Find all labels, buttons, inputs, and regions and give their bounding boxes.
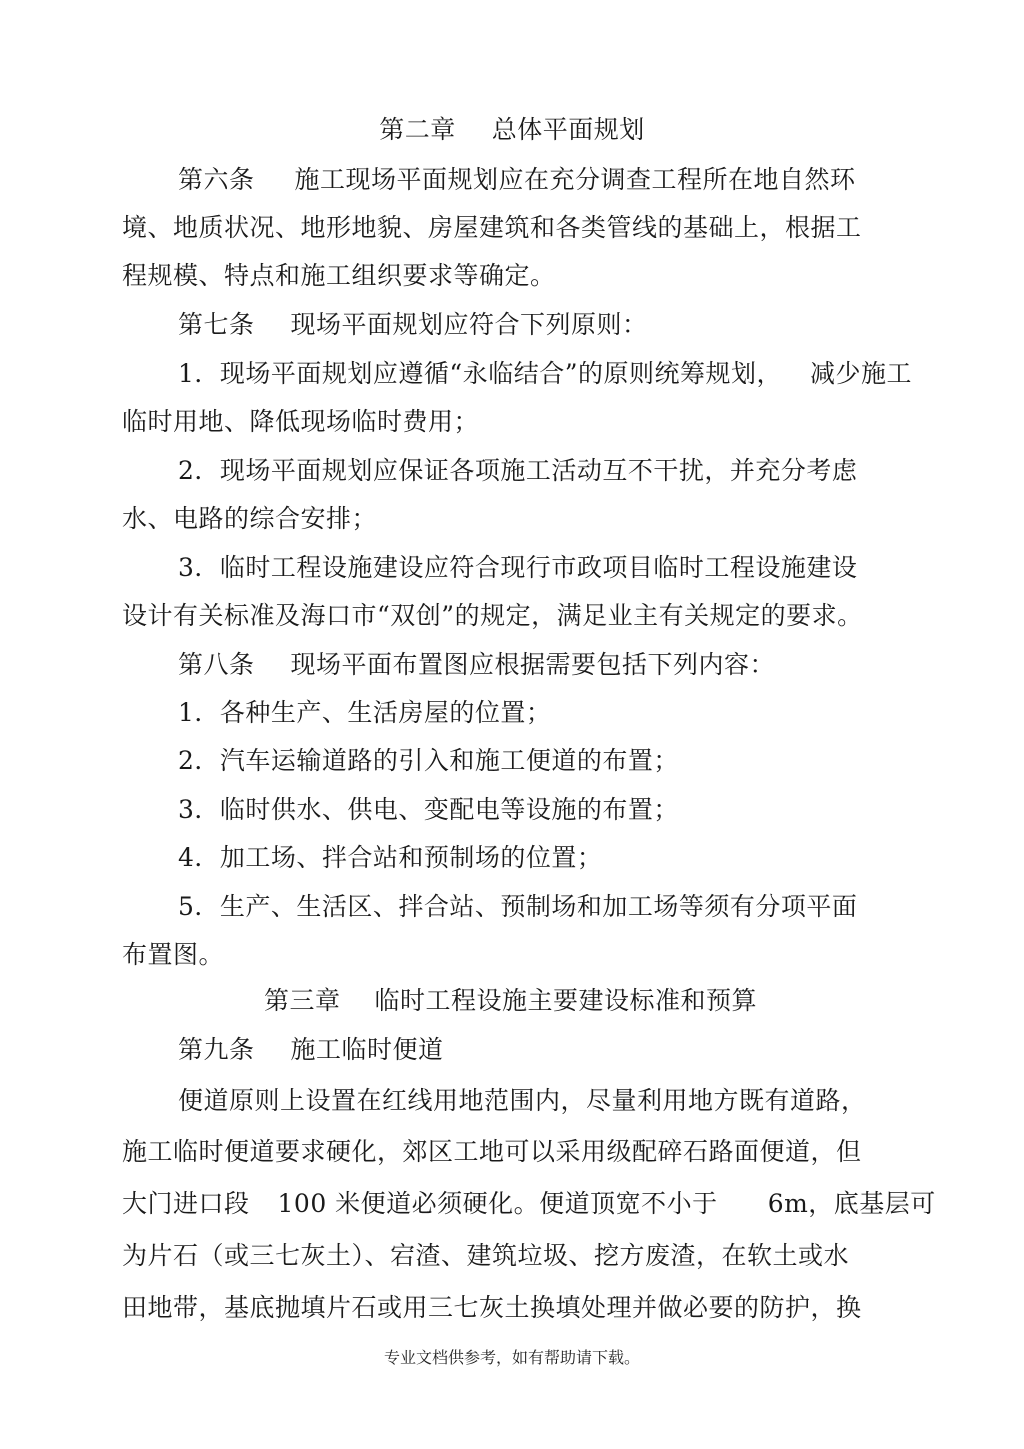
article-9-line-3 [122,1188,936,1220]
article-6-text-1: 施工现场平面规划应在充分调查工程所在地自然环 [294,165,856,194]
article-8-item-3: 3．临时供水、供电、变配电等设施的布置； [178,795,679,824]
article-8-item-4: 4．加工场、拌合站和预制场的位置； [178,843,603,872]
article-7-item-1-line-1 [178,358,912,390]
article-9-line-3-text-a: 大门进口段 [122,1189,250,1218]
chapter-2-title: 总体平面规划 [491,115,645,144]
article-8-intro-text: 现场平面布置图应根据需要包括下列内容： [290,650,776,679]
chapter-2-label: 第二章 [379,115,456,144]
article-7-item-2-line-1: 2．现场平面规划应保证各项施工活动互不干扰，并充分考虑 [178,456,858,485]
article-9-line-1: 便道原则上设置在红线用地范围内，尽量利用地方既有道路， [178,1086,867,1115]
article-9-line-3-text-b: 100 米便道必须硬化。便道顶宽不小于 [277,1189,718,1218]
article-7-item-1-text-a: 1．现场平面规划应遵循“永临结合”的原则统筹规划， [178,359,782,388]
article-9-line-3-text-c: 6m，底基层可 [767,1189,936,1218]
article-9-title: 施工临时便道 [290,1035,444,1064]
article-9-heading [178,1034,444,1066]
article-7-item-1-text-b: 减少施工 [809,359,912,388]
article-8-item-5-line-2: 布置图。 [122,940,225,969]
article-6-label: 第六条 [178,165,255,194]
article-9-line-5: 田地带，基底抛填片石或用三七灰土换填处理并做必要的防护，换 [122,1293,862,1322]
article-6-line-1 [178,164,856,196]
chapter-2-heading [0,114,1024,146]
article-8-item-2: 2．汽车运输道路的引入和施工便道的布置； [178,746,679,775]
article-8-item-5-line-1: 5．生产、生活区、拌合站、预制场和加工场等须有分项平面 [178,892,858,921]
chapter-3-heading [264,985,757,1017]
article-6-line-2: 境、地质状况、地形地貌、房屋建筑和各类管线的基础上，根据工 [122,213,862,242]
article-7-item-1-line-2: 临时用地、降低现场临时费用； [122,407,480,436]
chapter-3-label: 第三章 [264,986,341,1015]
article-8-intro [178,649,775,681]
article-7-item-3-line-2: 设计有关标准及海口市“双创”的规定，满足业主有关规定的要求。 [122,601,863,630]
article-7-intro [178,309,648,341]
article-9-line-2: 施工临时便道要求硬化，郊区工地可以采用级配碎石路面便道，但 [122,1137,862,1166]
chapter-3-title: 临时工程设施主要建设标准和预算 [374,986,758,1015]
article-7-item-3-line-1: 3．临时工程设施建设应符合现行市政项目临时工程设施建设 [178,553,858,582]
article-7-label: 第七条 [178,310,255,339]
article-9-line-4: 为片石（或三七灰土）、宕渣、建筑垃圾、挖方废渣，在软土或水 [122,1241,850,1270]
page-footer: 专业文档供参考，如有帮助请下载。 [383,1348,640,1367]
article-6-line-3: 程规模、特点和施工组织要求等确定。 [122,261,556,290]
article-7-intro-text: 现场平面规划应符合下列原则： [290,310,648,339]
article-7-item-2-line-2: 水、电路的综合安排； [122,504,378,533]
article-9-label: 第九条 [178,1035,255,1064]
article-8-label: 第八条 [178,650,255,679]
article-8-item-1: 1．各种生产、生活房屋的位置； [178,698,552,727]
